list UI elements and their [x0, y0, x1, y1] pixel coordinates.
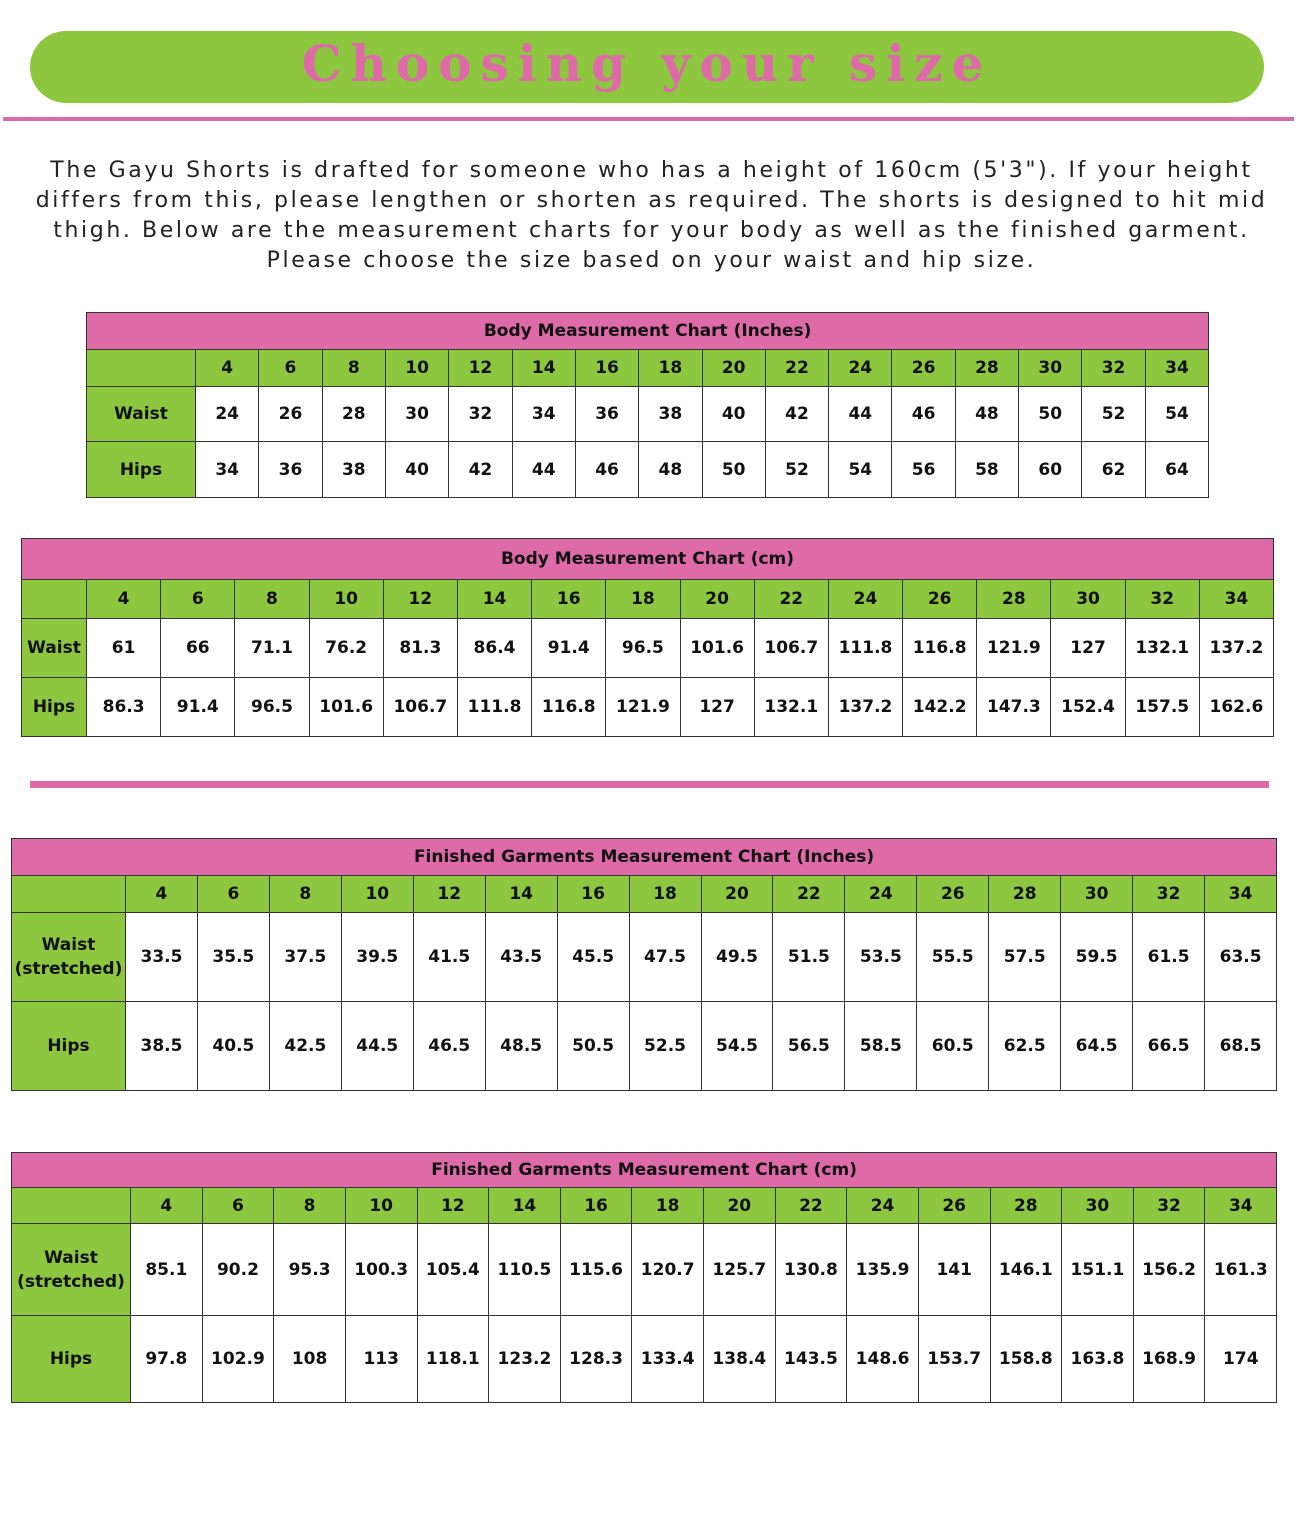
measurement-cell: 76.2 — [309, 619, 383, 678]
size-header-cell: 26 — [918, 1188, 990, 1224]
chart-title: Finished Garments Measurement Chart (Inches) — [12, 839, 1277, 876]
measurement-cell: 57.5 — [989, 913, 1061, 1002]
measurement-cell: 110.5 — [489, 1224, 561, 1316]
measurement-cell: 91.4 — [161, 678, 235, 737]
measurement-cell: 158.8 — [990, 1316, 1062, 1403]
size-header-cell: 30 — [1051, 580, 1125, 619]
measurement-cell: 138.4 — [704, 1316, 776, 1403]
row-label-cell: Hips — [22, 678, 87, 737]
measurement-cell: 33.5 — [126, 913, 198, 1002]
body-measurement-chart-cm — [21, 538, 1274, 737]
measurement-cell: 100.3 — [345, 1224, 417, 1316]
measurement-cell: 66 — [161, 619, 235, 678]
table-row — [87, 387, 1209, 442]
measurement-cell: 50 — [702, 442, 765, 498]
size-header-cell: 28 — [977, 580, 1051, 619]
size-header-cell: 8 — [322, 350, 385, 387]
size-header-cell: 24 — [828, 580, 902, 619]
row-label-cell: Waist (stretched) — [12, 1224, 131, 1316]
size-header-cell: 22 — [765, 350, 828, 387]
measurement-cell: 52.5 — [629, 1002, 701, 1091]
measurement-cell: 97.8 — [131, 1316, 203, 1403]
chart-title: Body Measurement Chart (cm) — [22, 539, 1274, 580]
measurement-cell: 86.3 — [87, 678, 161, 737]
measurement-cell: 64.5 — [1061, 1002, 1133, 1091]
measurement-cell: 106.7 — [754, 619, 828, 678]
measurement-cell: 81.3 — [383, 619, 457, 678]
header-corner-cell — [22, 580, 87, 619]
table-row — [22, 619, 1274, 678]
measurement-cell: 59.5 — [1061, 913, 1133, 1002]
size-header-cell: 22 — [775, 1188, 847, 1224]
measurement-cell: 40 — [702, 387, 765, 442]
measurement-cell: 46 — [575, 442, 638, 498]
measurement-cell: 111.8 — [828, 619, 902, 678]
measurement-cell: 153.7 — [918, 1316, 990, 1403]
measurement-cell: 121.9 — [606, 678, 680, 737]
measurement-cell: 42 — [449, 442, 512, 498]
size-header-cell: 10 — [341, 876, 413, 913]
size-header-cell: 12 — [449, 350, 512, 387]
size-header-cell: 20 — [701, 876, 773, 913]
page-title: Choosing your size — [301, 34, 993, 93]
measurement-cell: 45.5 — [557, 913, 629, 1002]
header-corner-cell — [12, 1188, 131, 1224]
size-header-cell: 32 — [1125, 580, 1199, 619]
size-header-cell: 14 — [489, 1188, 561, 1224]
measurement-cell: 71.1 — [235, 619, 309, 678]
measurement-cell: 64 — [1145, 442, 1209, 498]
measurement-cell: 120.7 — [632, 1224, 704, 1316]
measurement-cell: 137.2 — [1199, 619, 1273, 678]
measurement-cell: 62.5 — [989, 1002, 1061, 1091]
measurement-cell: 43.5 — [485, 913, 557, 1002]
measurement-cell: 68.5 — [1205, 1002, 1277, 1091]
section-divider — [30, 781, 1269, 788]
size-header-cell: 26 — [917, 876, 989, 913]
measurement-cell: 141 — [918, 1224, 990, 1316]
measurement-cell: 132.1 — [754, 678, 828, 737]
size-header-cell: 16 — [557, 876, 629, 913]
measurement-cell: 46 — [892, 387, 955, 442]
size-header-cell: 12 — [417, 1188, 489, 1224]
measurement-cell: 49.5 — [701, 913, 773, 1002]
measurement-cell: 37.5 — [269, 913, 341, 1002]
measurement-cell: 142.2 — [903, 678, 977, 737]
measurement-cell: 135.9 — [847, 1224, 919, 1316]
measurement-cell: 121.9 — [977, 619, 1051, 678]
measurement-cell: 143.5 — [775, 1316, 847, 1403]
measurement-cell: 101.6 — [680, 619, 754, 678]
size-header-cell: 32 — [1082, 350, 1145, 387]
measurement-cell: 60 — [1019, 442, 1082, 498]
chart-title: Finished Garments Measurement Chart (cm) — [12, 1153, 1277, 1188]
size-header-cell: 22 — [773, 876, 845, 913]
size-header-cell: 6 — [161, 580, 235, 619]
size-header-cell: 4 — [196, 350, 259, 387]
size-header-cell: 18 — [639, 350, 702, 387]
measurement-cell: 56.5 — [773, 1002, 845, 1091]
measurement-cell: 115.6 — [560, 1224, 632, 1316]
measurement-cell: 52 — [765, 442, 828, 498]
measurement-cell: 106.7 — [383, 678, 457, 737]
measurement-cell: 137.2 — [828, 678, 902, 737]
measurement-cell: 162.6 — [1199, 678, 1273, 737]
measurement-cell: 58.5 — [845, 1002, 917, 1091]
measurement-cell: 90.2 — [202, 1224, 274, 1316]
top-divider — [3, 117, 1294, 121]
measurement-cell: 48.5 — [485, 1002, 557, 1091]
measurement-cell: 125.7 — [704, 1224, 776, 1316]
size-header-cell: 20 — [704, 1188, 776, 1224]
measurement-cell: 50 — [1019, 387, 1082, 442]
size-header-cell: 28 — [989, 876, 1061, 913]
header-corner-cell — [12, 876, 126, 913]
size-header-cell: 18 — [606, 580, 680, 619]
table-row — [12, 1316, 1277, 1403]
size-header-cell: 10 — [309, 580, 383, 619]
size-header-cell: 4 — [126, 876, 198, 913]
size-header-cell: 8 — [235, 580, 309, 619]
measurement-cell: 60.5 — [917, 1002, 989, 1091]
size-header-cell: 30 — [1061, 876, 1133, 913]
size-header-cell: 20 — [702, 350, 765, 387]
measurement-cell: 54.5 — [701, 1002, 773, 1091]
body-measurement-chart-inches — [86, 312, 1209, 498]
row-label-cell: Hips — [12, 1002, 126, 1091]
size-header-cell: 26 — [892, 350, 955, 387]
size-header-cell: 4 — [87, 580, 161, 619]
measurement-cell: 130.8 — [775, 1224, 847, 1316]
measurement-cell: 86.4 — [457, 619, 531, 678]
measurement-cell: 148.6 — [847, 1316, 919, 1403]
measurement-cell: 47.5 — [629, 913, 701, 1002]
measurement-cell: 58 — [955, 442, 1018, 498]
size-header-cell: 14 — [485, 876, 557, 913]
measurement-cell: 96.5 — [235, 678, 309, 737]
measurement-cell: 26 — [259, 387, 322, 442]
measurement-cell: 38.5 — [126, 1002, 198, 1091]
table-row — [87, 442, 1209, 498]
measurement-cell: 157.5 — [1125, 678, 1199, 737]
row-label-cell: Hips — [87, 442, 196, 498]
measurement-cell: 44.5 — [341, 1002, 413, 1091]
size-header-cell: 20 — [680, 580, 754, 619]
size-header-cell: 34 — [1205, 876, 1277, 913]
measurement-cell: 63.5 — [1205, 913, 1277, 1002]
measurement-cell: 152.4 — [1051, 678, 1125, 737]
row-label-cell: Waist (stretched) — [12, 913, 126, 1002]
header-corner-cell — [87, 350, 196, 387]
measurement-cell: 91.4 — [532, 619, 606, 678]
measurement-cell: 151.1 — [1062, 1224, 1134, 1316]
measurement-cell: 30 — [385, 387, 448, 442]
measurement-cell: 105.4 — [417, 1224, 489, 1316]
measurement-cell: 156.2 — [1133, 1224, 1205, 1316]
measurement-cell: 102.9 — [202, 1316, 274, 1403]
size-header-cell: 32 — [1133, 1188, 1205, 1224]
size-header-cell: 30 — [1062, 1188, 1134, 1224]
measurement-cell: 108 — [274, 1316, 346, 1403]
size-header-cell: 16 — [532, 580, 606, 619]
measurement-cell: 62 — [1082, 442, 1145, 498]
measurement-cell: 41.5 — [413, 913, 485, 1002]
size-header-cell: 28 — [990, 1188, 1062, 1224]
size-header-cell: 4 — [131, 1188, 203, 1224]
size-header-cell: 32 — [1133, 876, 1205, 913]
size-header-cell: 8 — [269, 876, 341, 913]
size-header-cell: 34 — [1205, 1188, 1277, 1224]
size-header-cell: 6 — [259, 350, 322, 387]
measurement-cell: 128.3 — [560, 1316, 632, 1403]
table-row — [12, 1224, 1277, 1316]
finished-garments-chart-inches — [11, 838, 1277, 1091]
measurement-cell: 95.3 — [274, 1224, 346, 1316]
measurement-cell: 46.5 — [413, 1002, 485, 1091]
table-row — [22, 678, 1274, 737]
measurement-cell: 116.8 — [532, 678, 606, 737]
measurement-cell: 44 — [829, 387, 892, 442]
finished-garments-chart-cm — [11, 1152, 1277, 1403]
size-header-cell: 28 — [955, 350, 1018, 387]
measurement-cell: 113 — [345, 1316, 417, 1403]
measurement-cell: 101.6 — [309, 678, 383, 737]
measurement-cell: 127 — [680, 678, 754, 737]
measurement-cell: 147.3 — [977, 678, 1051, 737]
measurement-cell: 174 — [1205, 1316, 1277, 1403]
size-header-cell: 14 — [457, 580, 531, 619]
size-header-cell: 16 — [575, 350, 638, 387]
size-header-cell: 12 — [413, 876, 485, 913]
measurement-cell: 161.3 — [1205, 1224, 1277, 1316]
size-header-cell: 34 — [1199, 580, 1273, 619]
measurement-cell: 111.8 — [457, 678, 531, 737]
size-header-cell: 10 — [345, 1188, 417, 1224]
measurement-cell: 163.8 — [1062, 1316, 1134, 1403]
measurement-cell: 66.5 — [1133, 1002, 1205, 1091]
measurement-cell: 42.5 — [269, 1002, 341, 1091]
row-label-cell: Waist — [22, 619, 87, 678]
size-header-cell: 24 — [829, 350, 892, 387]
size-header-cell: 10 — [385, 350, 448, 387]
measurement-cell: 133.4 — [632, 1316, 704, 1403]
measurement-cell: 38 — [639, 387, 702, 442]
measurement-cell: 34 — [512, 387, 575, 442]
measurement-cell: 116.8 — [903, 619, 977, 678]
size-header-cell: 22 — [754, 580, 828, 619]
size-header-cell: 6 — [197, 876, 269, 913]
measurement-cell: 61 — [87, 619, 161, 678]
measurement-cell: 96.5 — [606, 619, 680, 678]
size-header-cell: 34 — [1145, 350, 1209, 387]
measurement-cell: 132.1 — [1125, 619, 1199, 678]
measurement-cell: 36 — [575, 387, 638, 442]
measurement-cell: 123.2 — [489, 1316, 561, 1403]
measurement-cell: 48 — [639, 442, 702, 498]
measurement-cell: 127 — [1051, 619, 1125, 678]
size-header-cell: 6 — [202, 1188, 274, 1224]
measurement-cell: 40.5 — [197, 1002, 269, 1091]
size-header-cell: 18 — [629, 876, 701, 913]
size-header-cell: 26 — [903, 580, 977, 619]
size-header-cell: 18 — [632, 1188, 704, 1224]
measurement-cell: 38 — [322, 442, 385, 498]
size-header-cell: 30 — [1019, 350, 1082, 387]
row-label-cell: Waist — [87, 387, 196, 442]
measurement-cell: 53.5 — [845, 913, 917, 1002]
measurement-cell: 61.5 — [1133, 913, 1205, 1002]
title-banner — [30, 31, 1264, 103]
measurement-cell: 50.5 — [557, 1002, 629, 1091]
table-row — [12, 913, 1277, 1002]
measurement-cell: 48 — [955, 387, 1018, 442]
measurement-cell: 42 — [765, 387, 828, 442]
measurement-cell: 35.5 — [197, 913, 269, 1002]
measurement-cell: 40 — [385, 442, 448, 498]
measurement-cell: 54 — [829, 442, 892, 498]
measurement-cell: 56 — [892, 442, 955, 498]
measurement-cell: 24 — [196, 387, 259, 442]
measurement-cell: 168.9 — [1133, 1316, 1205, 1403]
measurement-cell: 51.5 — [773, 913, 845, 1002]
intro-paragraph: The Gayu Shorts is drafted for someone who has a height of 160cm (5'3"). If your height differs from this, please lengthen or shorten as required. The shorts is designed to hit mid thigh. Below are the measurement charts for your body as well as the finished garment. Please choose the size based on your waist and hip size. — [35, 158, 1268, 273]
size-header-cell: 8 — [274, 1188, 346, 1224]
measurement-cell: 39.5 — [341, 913, 413, 1002]
table-row — [12, 1002, 1277, 1091]
measurement-cell: 118.1 — [417, 1316, 489, 1403]
size-header-cell: 24 — [845, 876, 917, 913]
measurement-cell: 34 — [196, 442, 259, 498]
measurement-cell: 54 — [1145, 387, 1209, 442]
size-header-cell: 12 — [383, 580, 457, 619]
row-label-cell: Hips — [12, 1316, 131, 1403]
measurement-cell: 52 — [1082, 387, 1145, 442]
measurement-cell: 85.1 — [131, 1224, 203, 1316]
measurement-cell: 44 — [512, 442, 575, 498]
measurement-cell: 36 — [259, 442, 322, 498]
measurement-cell: 146.1 — [990, 1224, 1062, 1316]
chart-title: Body Measurement Chart (Inches) — [87, 313, 1209, 350]
measurement-cell: 28 — [322, 387, 385, 442]
measurement-cell: 32 — [449, 387, 512, 442]
measurement-cell: 55.5 — [917, 913, 989, 1002]
size-header-cell: 16 — [560, 1188, 632, 1224]
size-header-cell: 24 — [847, 1188, 919, 1224]
size-header-cell: 14 — [512, 350, 575, 387]
